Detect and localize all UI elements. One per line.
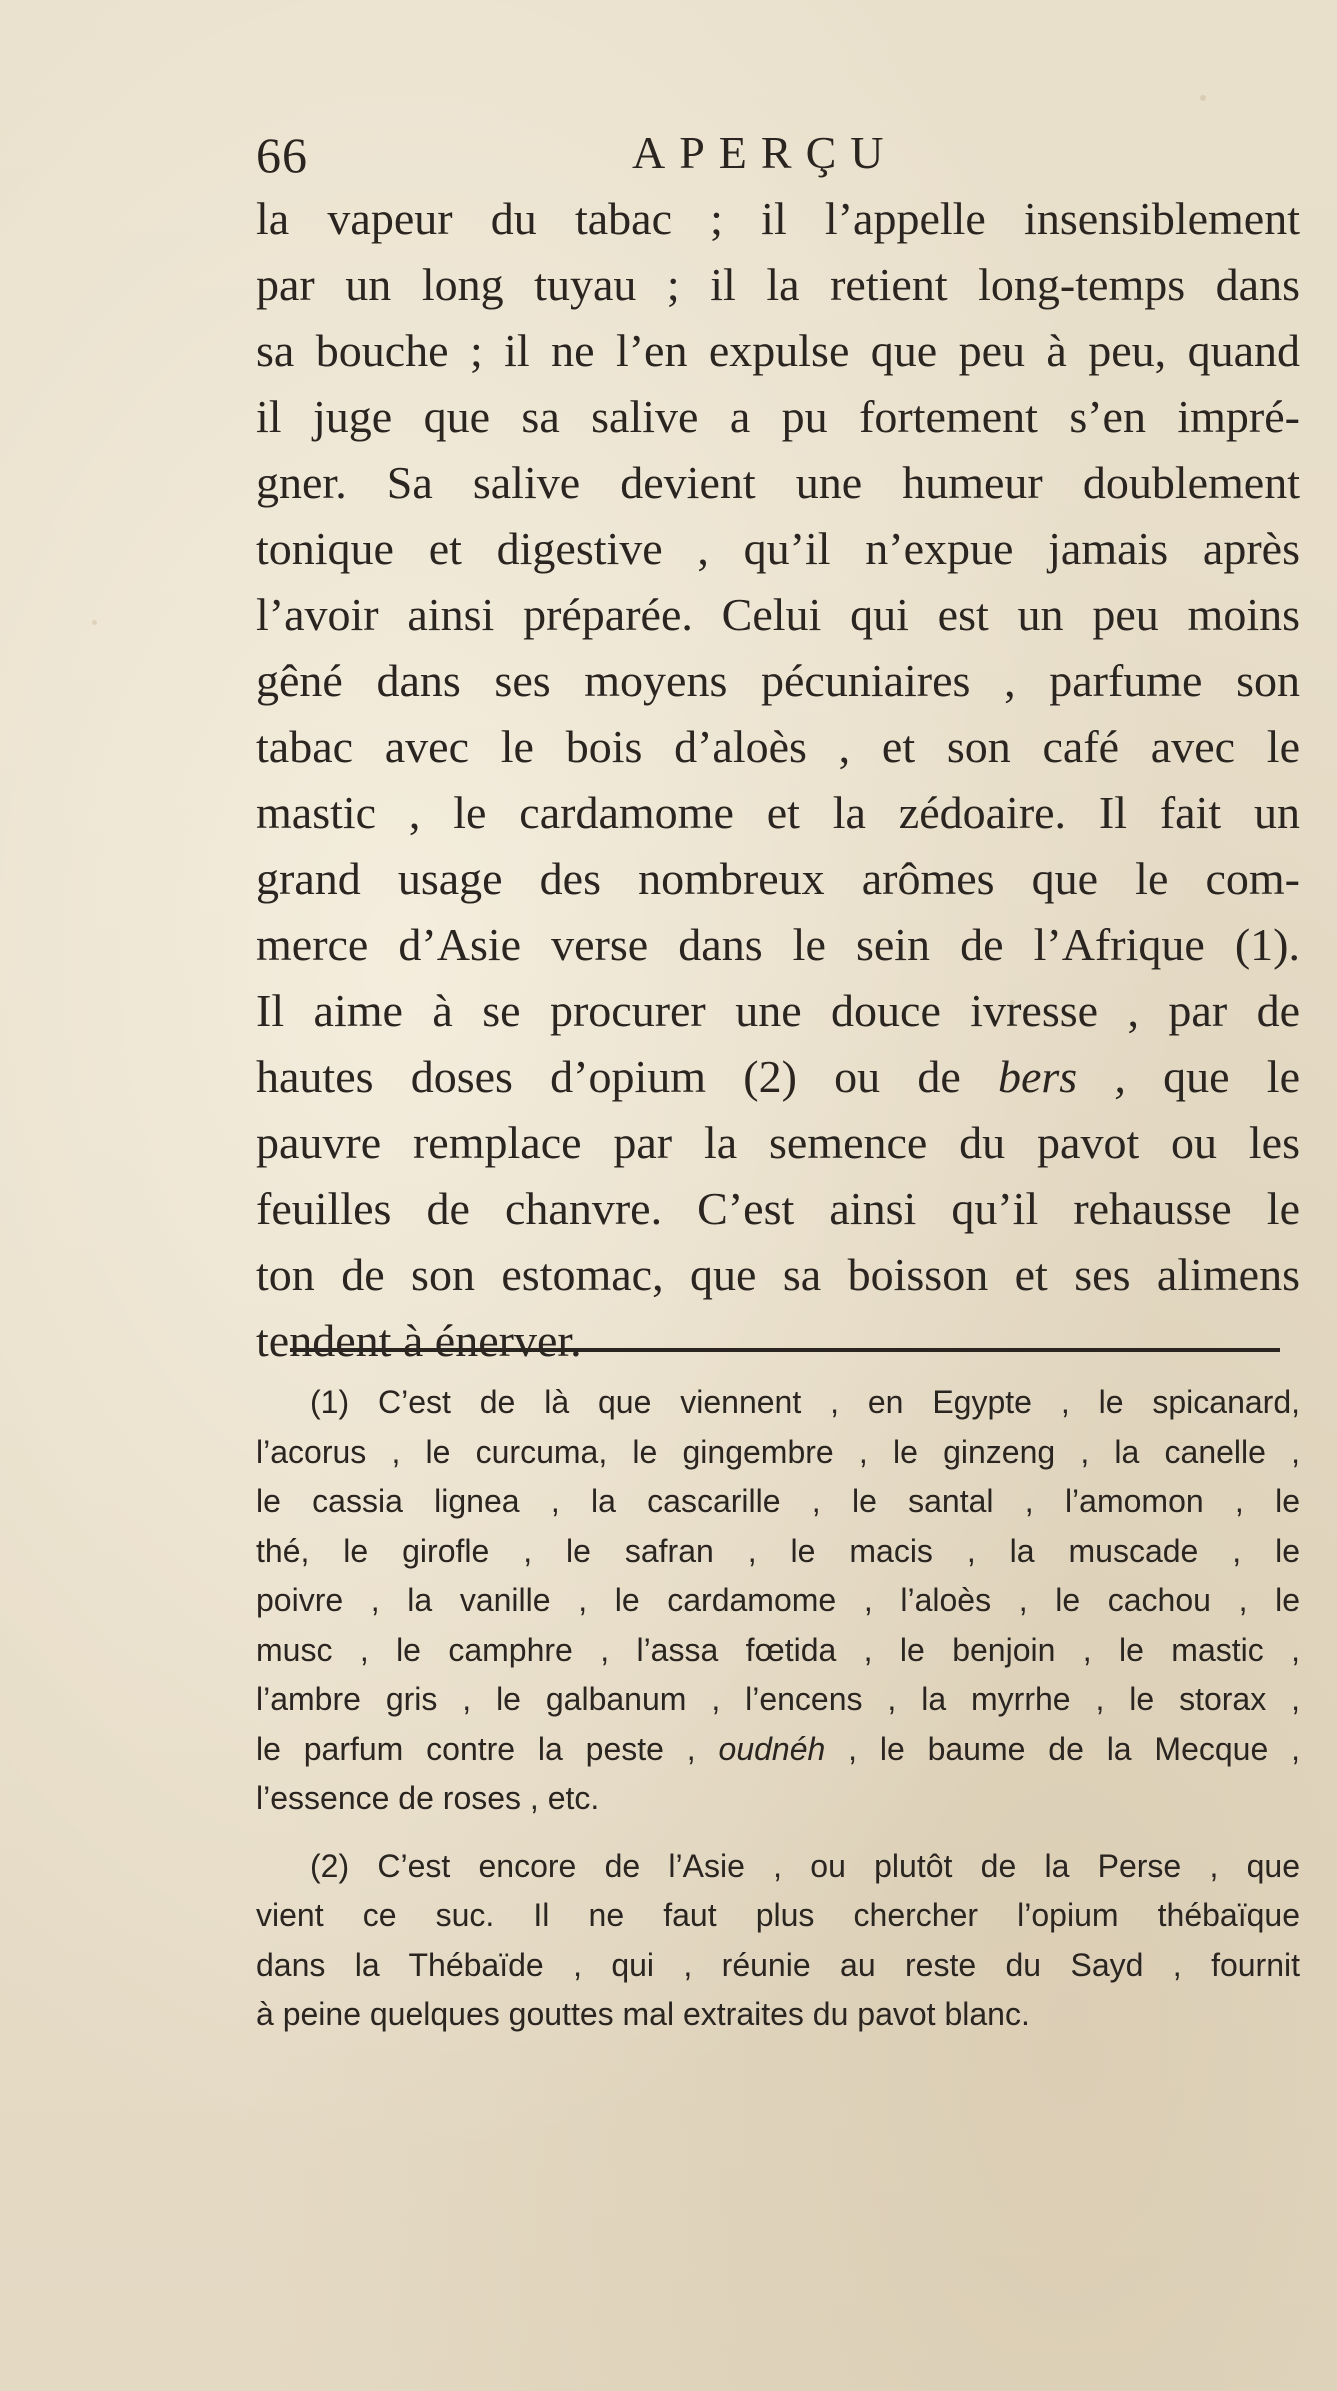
footnote-line-text: le parfum contre la peste , <box>256 1730 719 1767</box>
body-line: pauvre remplace par la semence du pavot ou les <box>256 1117 1300 1168</box>
body-line: tonique et digestive , qu’il n’expue jamais après <box>256 523 1300 574</box>
footnote-line: le cassia lignea , la cascarille , le santal , l’amomon , le <box>256 1483 1300 1519</box>
footnote-line: poivre , la vanille , le cardamome , l’aloès , le cachou , le <box>256 1582 1300 1618</box>
body-line: gêné dans ses moyens pécuniaires , parfume son <box>256 655 1300 706</box>
footnote-line: l’essence de roses , etc. <box>256 1780 600 1816</box>
footnote-line: thé, le girofle , le safran , le macis , la muscade , le <box>256 1532 1300 1569</box>
footnote-line: l’ambre gris , le galbanum , l’encens , la myrrhe , le storax , <box>256 1681 1300 1717</box>
body-line: l’avoir ainsi préparée. Celui qui est un peu moins <box>256 589 1300 640</box>
body-line: Il aime à se procurer une douce ivresse , par de <box>256 985 1300 1036</box>
body-line: ton de son estomac, que sa boisson et ses alimens <box>256 1249 1300 1300</box>
body-line: la vapeur du tabac ; il l’appelle insensiblement <box>256 193 1300 244</box>
body-line: sa bouche ; il ne l’en expulse que peu à peu, quand <box>256 325 1300 376</box>
foxing-spot <box>1200 95 1206 101</box>
footnote-line: l’acorus , le curcuma, le gingembre , le ginzeng , la canelle , <box>256 1433 1300 1470</box>
body-line: tabac avec le bois d’aloès , et son café avec le <box>256 721 1300 772</box>
footnote-line: (2) C’est encore de l’Asie , ou plutôt de la Perse , que <box>310 1847 1300 1884</box>
footnote-line: (1) C’est de là que viennent , en Egypte , le spicanard, <box>310 1384 1300 1420</box>
page-header <box>256 120 1296 190</box>
footnote-line-text: , le baume de la Mecque , <box>825 1730 1301 1767</box>
footnotes <box>256 1378 1300 2040</box>
italic-term: oudnéh <box>718 1730 826 1767</box>
footnote-line: dans la Thébaïde , qui , réunie au reste du Sayd , fournit <box>256 1946 1300 1983</box>
body-line: gner. Sa salive devient une humeur doublement <box>256 457 1300 508</box>
footnote-line: vient ce suc. Il ne faut plus chercher l’opium thébaïque <box>256 1897 1300 1933</box>
body-line: tendent à énerver. <box>256 1315 582 1366</box>
footnote-gap <box>256 1824 1300 1842</box>
footnote-line <box>256 1725 1300 1775</box>
body-line <box>256 1044 1300 1110</box>
body-line-text: que le <box>1125 1051 1300 1102</box>
body-line: il juge que sa salive a pu fortement s’en impré- <box>256 391 1300 442</box>
page-number: 66 <box>256 127 308 183</box>
footnote-line: à peine quelques gouttes mal extraites du pavot blanc. <box>256 1996 1030 2032</box>
italic-term: bers , <box>997 1051 1126 1102</box>
body-line: par un long tuyau ; il la retient long-temps dans <box>256 259 1300 310</box>
footnote-line: musc , le camphre , l’assa fœtida , le benjoin , le mastic , <box>256 1631 1300 1668</box>
body-line-text: hautes doses d’opium (2) ou de <box>256 1051 998 1102</box>
body-line: feuilles de chanvre. C’est ainsi qu’il rehausse le <box>256 1183 1300 1234</box>
body-line: merce d’Asie verse dans le sein de l’Afrique (1). <box>256 919 1300 970</box>
foxing-spot <box>92 620 97 625</box>
body-line: grand usage des nombreux arômes que le com- <box>256 853 1300 904</box>
body-line: mastic , le cardamome et la zédoaire. Il fait un <box>256 787 1300 838</box>
body-text <box>256 186 1300 1374</box>
running-title: APERÇU <box>632 127 898 178</box>
footnote-separator <box>290 1348 1280 1352</box>
